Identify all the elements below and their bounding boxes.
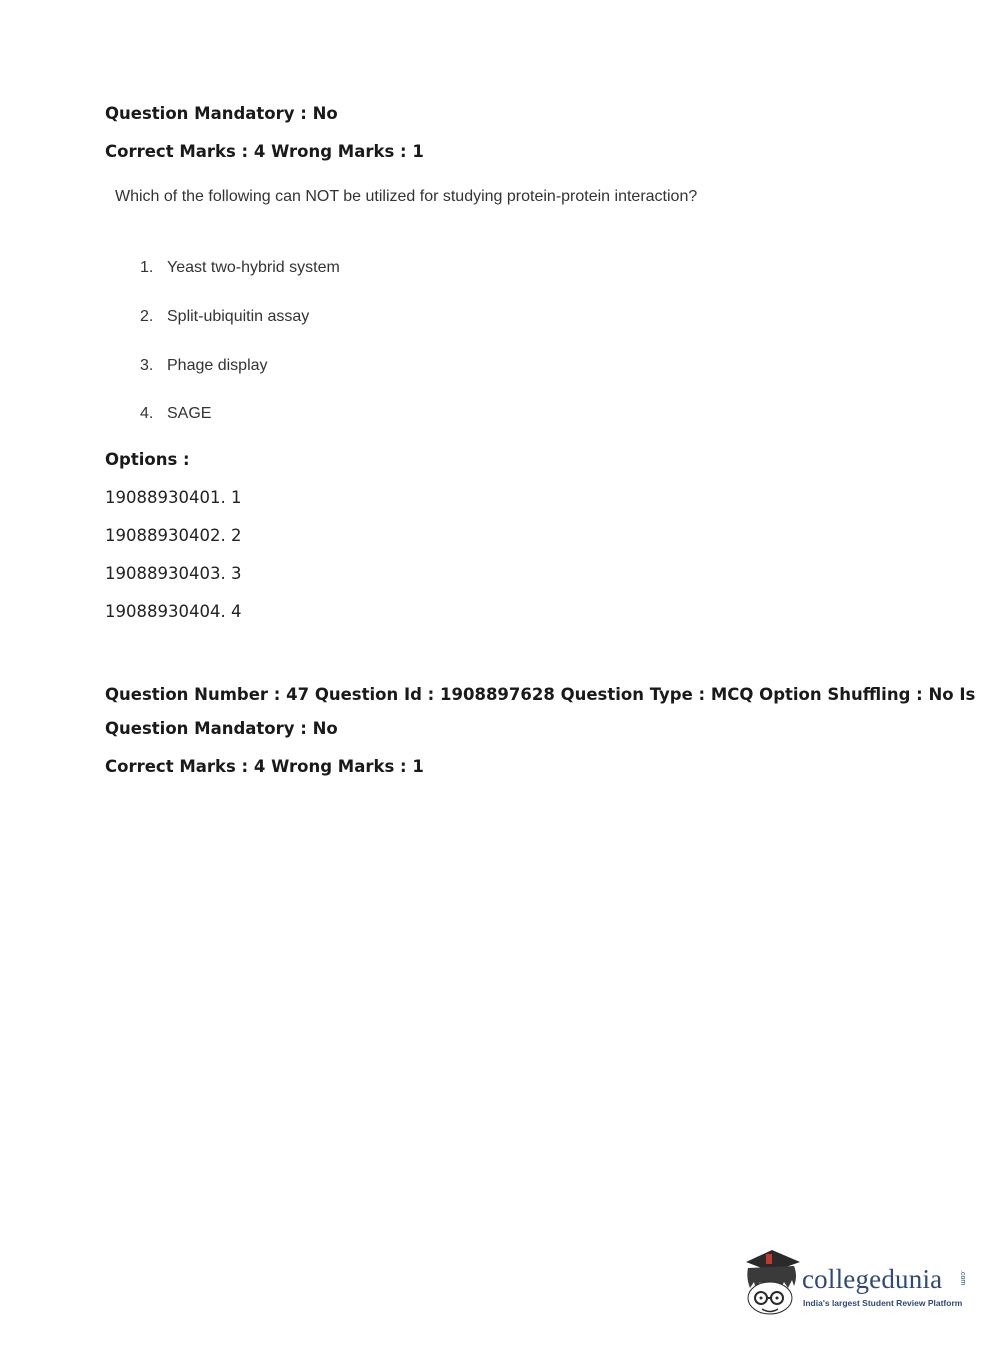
choice-label: Yeast two-hybrid system <box>167 259 340 276</box>
choice-label: SAGE <box>167 405 212 422</box>
choice-item <box>140 308 309 326</box>
option-item: 19088930402. 2 <box>105 526 242 545</box>
choice-number: 4. <box>140 405 154 422</box>
question-mandatory: Question Mandatory : No <box>105 104 338 123</box>
choice-item <box>140 357 268 375</box>
choice-number: 1. <box>140 259 154 276</box>
options-heading: Options : <box>105 450 190 469</box>
option-item: 19088930401. 1 <box>105 488 242 507</box>
choice-label: Split-ubiquitin assay <box>167 308 310 325</box>
collegedunia-logo <box>740 1248 970 1320</box>
question-marks: Correct Marks : 4 Wrong Marks : 1 <box>105 142 424 161</box>
option-item: 19088930404. 4 <box>105 602 242 621</box>
choice-number: 2. <box>140 308 154 325</box>
next-question-marks: Correct Marks : 4 Wrong Marks : 1 <box>105 757 424 776</box>
choice-item <box>140 405 211 423</box>
choice-label: Phage display <box>167 357 268 374</box>
next-question-mandatory: Question Mandatory : No <box>105 719 338 738</box>
option-item: 19088930403. 3 <box>105 564 242 583</box>
next-question-info: Question Number : 47 Question Id : 1908897628 Question Type : MCQ Option Shuffling : No Is <box>105 685 976 704</box>
choice-item <box>140 259 340 277</box>
mascot-icon <box>740 1248 804 1320</box>
choice-number: 3. <box>140 357 154 374</box>
logo-tagline: India's largest Student Review Platform <box>803 1298 963 1308</box>
logo-wordmark: collegedunia <box>802 1264 943 1294</box>
question-text: Which of the following can NOT be utilized for studying protein-protein interaction? <box>115 188 698 205</box>
logo-suffix: .com <box>959 1270 966 1286</box>
